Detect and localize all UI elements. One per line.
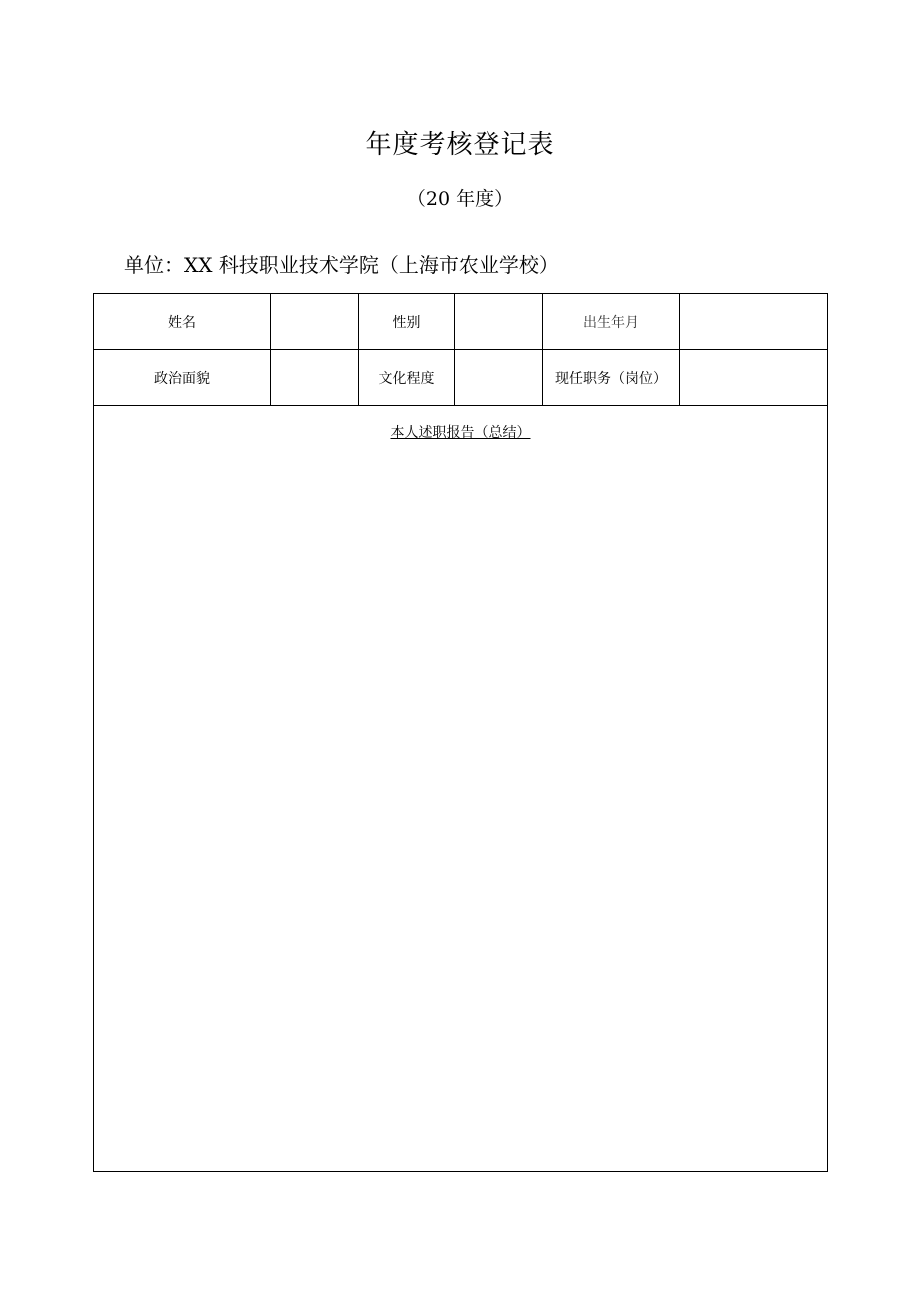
gender-label: 性别 — [359, 294, 455, 350]
form-row-background-info — [94, 350, 828, 406]
form-row-report — [94, 406, 828, 1172]
birth-date-value-cell[interactable] — [680, 294, 828, 350]
report-cell[interactable] — [94, 406, 828, 1172]
form-row-basic-info — [94, 294, 828, 350]
unit-line: 单位：XX 科技职业技术学院（上海市农业学校） — [124, 253, 559, 277]
year-subtitle: （20 年度） — [406, 188, 514, 210]
name-value-cell[interactable] — [271, 294, 359, 350]
political-status-label: 政治面貌 — [94, 350, 271, 406]
birth-date-label: 出生年月 — [543, 294, 680, 350]
education-level-value-cell[interactable] — [455, 350, 543, 406]
current-position-value-cell[interactable] — [680, 350, 828, 406]
gender-value-cell[interactable] — [455, 294, 543, 350]
page-title: 年度考核登记表 — [365, 130, 555, 160]
name-label: 姓名 — [94, 294, 271, 350]
education-level-label: 文化程度 — [359, 350, 455, 406]
political-status-value-cell[interactable] — [271, 350, 359, 406]
report-section-title: 本人述职报告（总结） — [390, 425, 531, 441]
current-position-label: 现任职务（岗位） — [543, 350, 680, 406]
registration-form-table — [93, 293, 828, 1172]
